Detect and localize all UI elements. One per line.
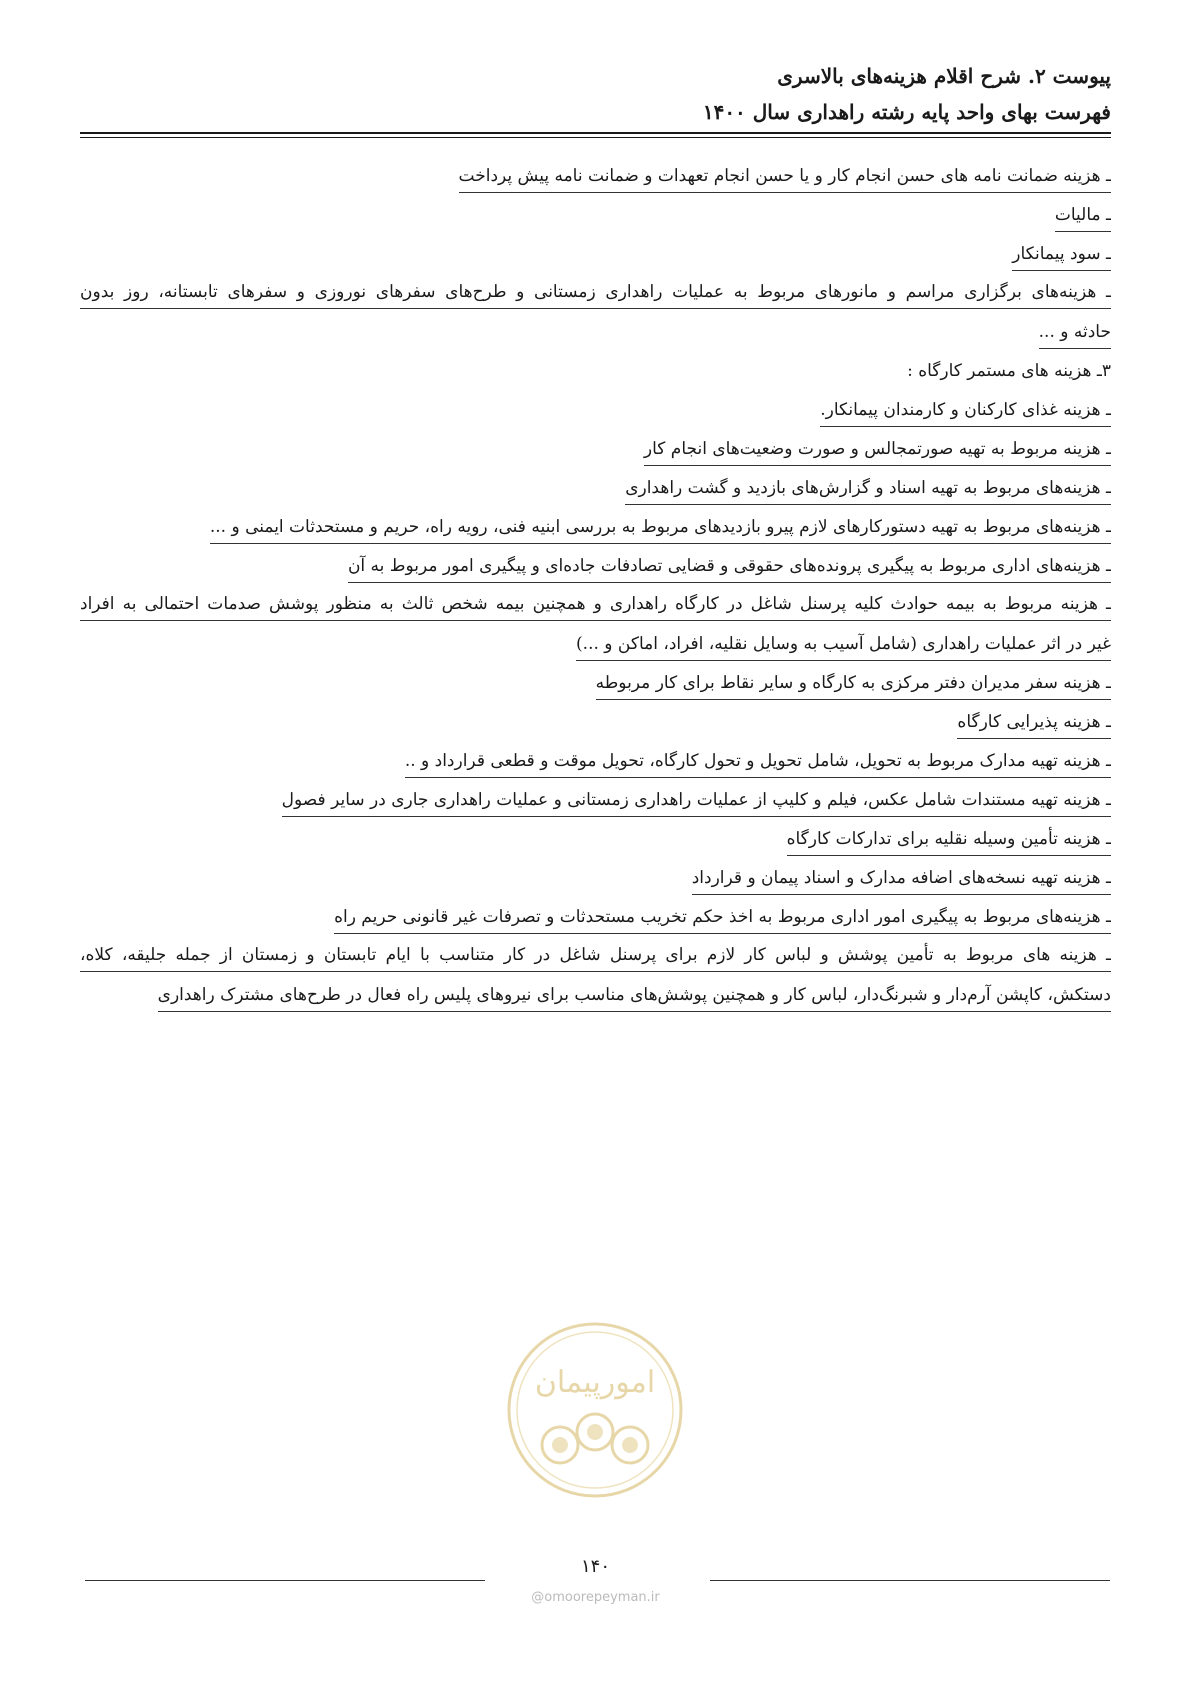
list-item: ـ هزینه تهیه مستندات شامل عکس، فیلم و کلیپ از عملیات راهداری زمستانی و عملیات راهداری جاری در سایر فصول [80, 784, 1111, 823]
list-item-continuation: غیر در اثر عملیات راهداری (شامل آسیب به وسایل نقلیه، افراد، اماکن و ...) [80, 628, 1111, 667]
list-item: ـ هزینه سفر مدیران دفتر مرکزی به کارگاه و سایر نقاط برای کار مربوطه [80, 667, 1111, 706]
footer-rule-right [710, 1580, 1110, 1581]
list-item: ـ هزینه پذیرایی کارگاه [80, 706, 1111, 745]
list-item: ـ هزینه ضمانت نامه های حسن انجام کار و یا حسن انجام تعهدات و ضمانت نامه پیش پرداخت [80, 160, 1111, 199]
list-item: ـ هزینه‌های مربوط به تهیه دستورکارهای لازم پیرو بازدیدهای مربوط به بررسی ابنیه فنی، رویه راه، حریم و مستحدثات ایمنی و ... [80, 511, 1111, 550]
list-item: ـ سود پیمانکار [80, 238, 1111, 277]
svg-text:امورپیمان: امورپیمان [534, 1365, 656, 1400]
page-number: ۱۴۰ [580, 1556, 610, 1577]
header-title: پیوست ۲. شرح اقلام هزینه‌های بالاسری [777, 64, 1111, 88]
list-item: ـ هزینه تهیه نسخه‌های اضافه مدارک و اسناد پیمان و قرارداد [80, 862, 1111, 901]
list-item: ـ هزینه‌های برگزاری مراسم و مانورهای مربوط به عملیات راهداری زمستانی و طرح‌های سفرهای نوروزی و سفرهای تابستانه، روز بدون [80, 277, 1111, 316]
list-item: ـ هزینه های مربوط به تأمین پوشش و لباس کار لازم برای پرسنل شاغل در کار متناسب با ایام تابستان و زمستان از جمله جلیقه، کلاه، [80, 940, 1111, 979]
list-item: ـ هزینه‌های مربوط به تهیه اسناد و گزارش‌های بازدید و گشت راهداری [80, 472, 1111, 511]
list-item: ـ هزینه‌های اداری مربوط به پیگیری پرونده‌های حقوقی و قضایی تصادفات جاده‌ای و پیگیری امور مربوط به آن [80, 550, 1111, 589]
list-item: ـ هزینه تهیه مدارک مربوط به تحویل، شامل تحویل و تحول کارگاه، تحویل موقت و قطعی قرارداد و .. [80, 745, 1111, 784]
list-item-continuation: دستکش، کاپشن آرم‌دار و شبرنگ‌دار، لباس کار و همچنین پوشش‌های مناسب برای نیروهای پلیس راه فعال در طرح‌های مشترک راهداری [80, 979, 1111, 1018]
header-subtitle: فهرست بهای واحد پایه رشته راهداری سال ۱۴۰۰ [702, 100, 1111, 124]
list-item-continuation: حادثه و ... [80, 316, 1111, 355]
site-watermark: @omoorepeyman.ir [531, 1590, 660, 1605]
header-rule-thin [80, 137, 1111, 138]
page-header [80, 58, 1111, 130]
list-item: ـ مالیات [80, 199, 1111, 238]
list-item: ـ هزینه مربوط به تهیه صورتمجالس و صورت وضعیت‌های انجام کار [80, 433, 1111, 472]
header-rule-thick [80, 132, 1111, 134]
list-item: ـ هزینه غذای کارکنان و کارمندان پیمانکار. [80, 394, 1111, 433]
list-item: ـ هزینه مربوط به بیمه حوادث کلیه پرسنل شاغل در کارگاه راهداری و همچنین بیمه شخص ثالث به منظور پوشش صدمات احتمالی به افراد [80, 589, 1111, 628]
cost-items-list [80, 160, 1111, 1018]
section-heading: ۳ـ هزینه های مستمر کارگاه : [907, 361, 1111, 381]
list-item: ـ هزینه‌های مربوط به پیگیری امور اداری مربوط به اخذ حکم تخریب مستحدثات و تصرفات غیر قانونی حریم راه [80, 901, 1111, 940]
seal-watermark-icon [505, 1320, 685, 1500]
footer-rule-left [85, 1580, 485, 1581]
list-item: ـ هزینه تأمین وسیله نقلیه برای تدارکات کارگاه [80, 823, 1111, 862]
